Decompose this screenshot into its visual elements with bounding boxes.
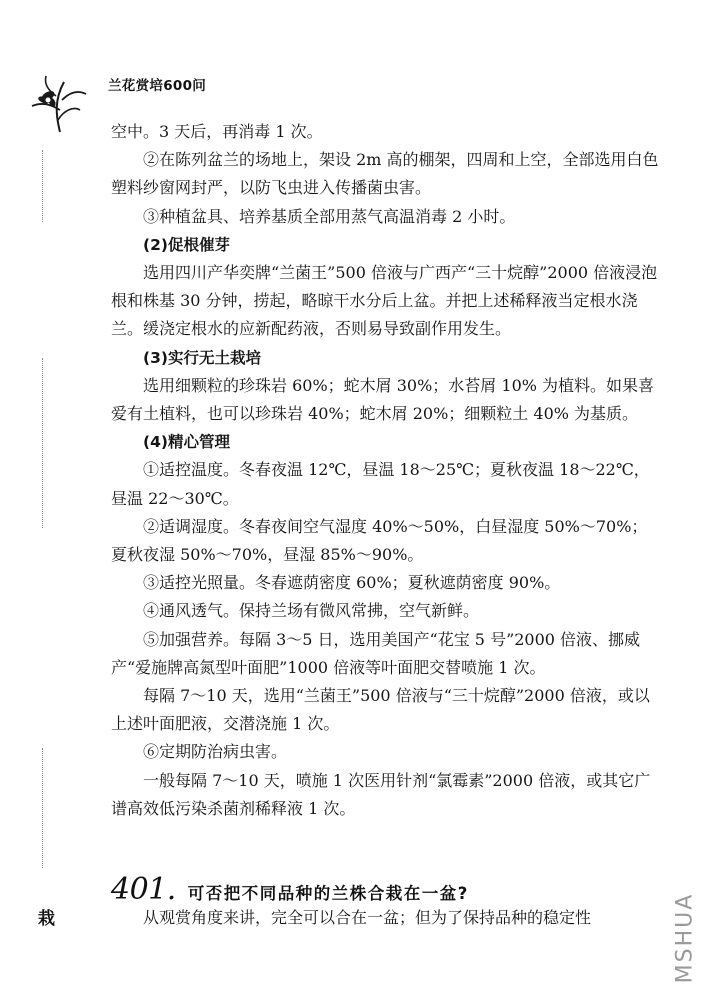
paragraph: 一般每隔 7～10 天，喷施 1 次医用针剂“氯霉素”2000 倍液，或其它广谱高效低污染杀菌剂稀释液 1 次。	[111, 770, 651, 818]
answer-first-line: 从观赏角度来讲，完全可以合在一盆；但为了保持品种的稳定性	[143, 908, 592, 927]
watermark-text: MSHUA	[672, 892, 698, 984]
section-heading: (4)精心管理	[143, 433, 230, 452]
paragraph: ⑥定期防治病虫害。	[143, 742, 288, 762]
paragraph: 选用四川产华奕牌“兰菌王”500 倍液与广西产“三十烷醇”2000 倍液浸泡根和株基 30 分钟，捞起，略晾干水分后上盆。并把上述稀释液当定根水浇兰。缓浇定根水的应新配药液，否则易导致副作用发生。	[111, 263, 658, 339]
question-heading	[111, 872, 659, 907]
section-heading: (3)实行无土栽培	[143, 348, 261, 367]
paragraph: ②在陈列盆兰的场地上，架设 2m 高的棚架，四周和上空，全部选用白色塑料纱窗网封严，以防飞虫进入传播菌虫害。	[111, 150, 659, 198]
section-heading: (2)促根催芽	[143, 235, 230, 254]
margin-section-char: 栽	[38, 909, 55, 929]
question-number: 401.	[111, 872, 176, 907]
running-header: 兰花赏培600问	[108, 78, 207, 94]
body-text	[111, 118, 659, 823]
paragraph: 选用细颗粒的珍珠岩 60%；蛇木屑 30%；水苔屑 10% 为植料。如果喜爱有土植料，也可以珍珠岩 40%；蛇木屑 20%；细颗粒土 40% 为基质。	[111, 375, 655, 424]
margin-dotted-rule-top	[42, 150, 43, 222]
margin-dotted-rule-middle	[42, 358, 43, 528]
paragraph: ④通风透气。保持兰场有微风常拂，空气新鲜。	[143, 601, 480, 621]
paragraph: ③种植盆具、培养基质全部用蒸气高温消毒 2 小时。	[143, 206, 516, 226]
question-title: 可否把不同品种的兰株合栽在一盆?	[187, 884, 469, 903]
paragraph: ⑤加强营养。每隔 3～5 日，选用美国产“花宝 5 号”2000 倍液、挪威产“爱施牌高氮型叶面肥”1000 倍液等叶面肥交替喷施 1 次。	[111, 629, 641, 677]
margin-dotted-rule-lower	[42, 748, 43, 868]
orchid-icon	[30, 70, 94, 140]
watermark	[670, 888, 700, 988]
paragraph: 空中。3 天后，再消毒 1 次。	[111, 122, 323, 141]
paragraph: ③适控光照量。冬春遮荫密度 60%；夏秋遮荫密度 90%。	[143, 573, 561, 593]
paragraph: ②适调湿度。冬春夜间空气湿度 40%～50%，白昼湿度 50%～70%；夏秋夜湿 50%～70%，昼湿 85%～90%。	[111, 516, 648, 565]
paragraph: 每隔 7～10 天，选用“兰菌王”500 倍液与“三十烷醇”2000 倍液，或以上述叶面肥液，交潜浇施 1 次。	[111, 686, 650, 734]
paragraph: ①适控温度。冬春夜温 12℃，昼温 18～25℃；夏秋夜温 18～22℃，昼温 22～30℃。	[111, 460, 650, 508]
